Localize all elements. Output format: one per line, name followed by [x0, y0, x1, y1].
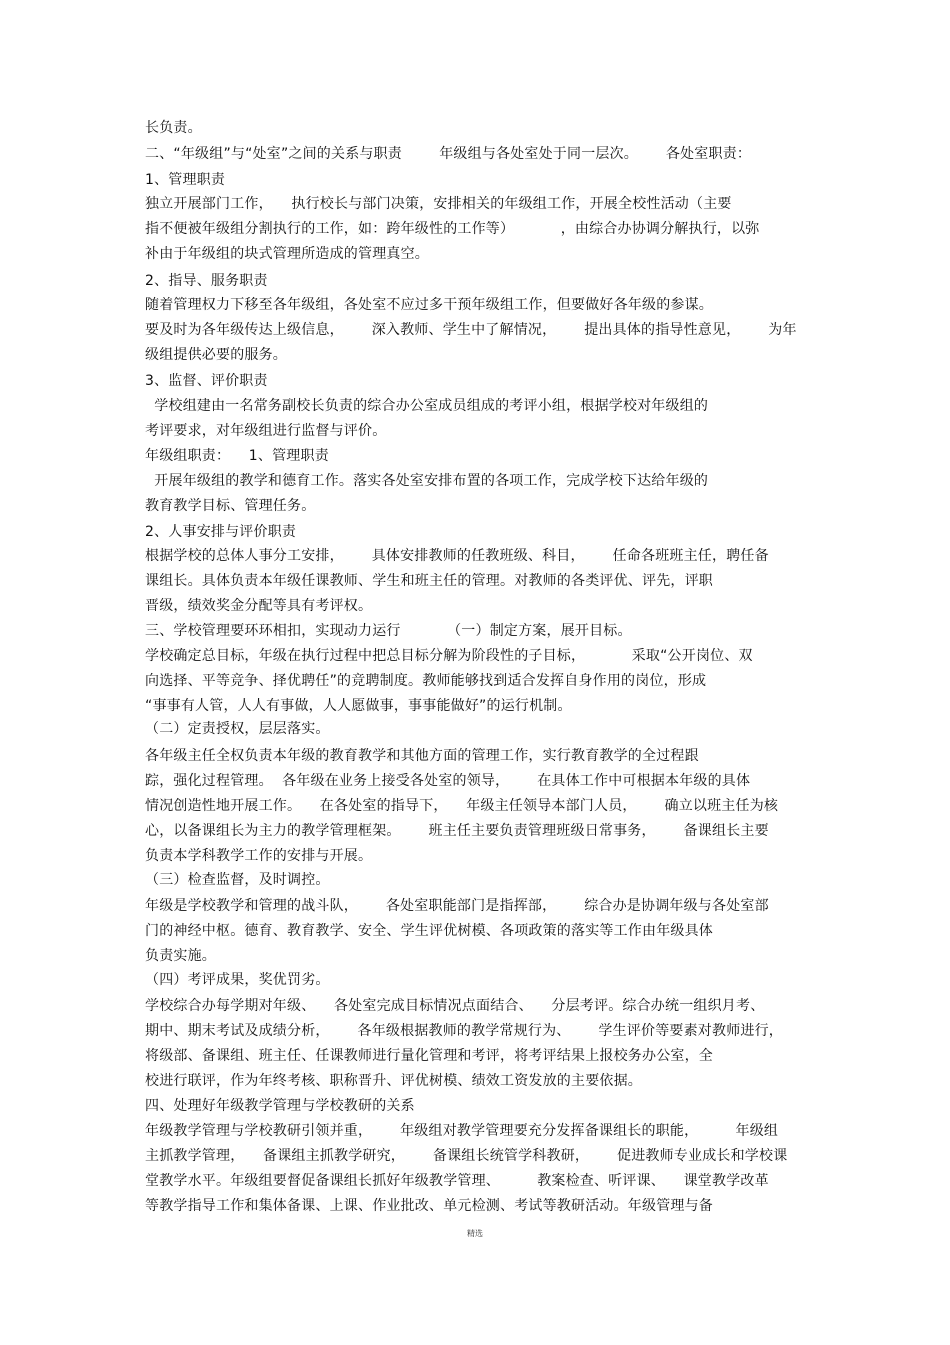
text-line: 年级是学校教学和管理的战斗队， 各处室职能部门是指挥部， 综合办是协调年级与各处室部: [145, 898, 769, 914]
text-line: 补由于年级组的块式管理所造成的管理真空。: [145, 246, 429, 262]
text-line: 学校确定总目标，年级在执行过程中把总目标分解为阶段性的子目标， 采取“公开岗位、双: [145, 648, 753, 664]
text-line: 2、指导、服务职责: [145, 273, 268, 289]
text-line: （三）检查监督，及时调控。: [145, 872, 330, 888]
page-footer: 精选: [467, 1229, 483, 1238]
text-line: （二）定责授权，层层落实。: [145, 721, 330, 737]
text-line: 长负责。: [145, 120, 202, 136]
text-line: 三、学校管理要环环相扣，实现动力运行 （一）制定方案，展开目标。: [145, 623, 632, 639]
text-line: 各年级主任全权负责本年级的教育教学和其他方面的管理工作，实行教育教学的全过程跟: [145, 748, 699, 764]
text-line: 学校综合办每学期对年级、 各处室完成目标情况点面结合、 分层考评。综合办统一组织月考、: [145, 998, 765, 1014]
text-line: 教育教学目标、管理任务。: [145, 498, 316, 514]
text-line: 等教学指导工作和集体备课、上课、作业批改、单元检测、考试等教研活动。年级管理与备: [145, 1198, 713, 1214]
text-line: 负责实施。: [145, 948, 216, 964]
text-line: 校进行联评，作为年终考核、职称晋升、评优树模、绩效工资发放的主要依据。: [145, 1073, 642, 1089]
text-line: 情况创造性地开展工作。 在各处室的指导下， 年级主任领导本部门人员， 确立以班主任为核: [145, 798, 779, 814]
text-line: 指不便被年级组分割执行的工作，如：跨年级性的工作等） ，由综合办协调分解执行，以弥: [145, 221, 760, 237]
text-line: 级组提供必要的服务。: [145, 347, 287, 363]
text-line: 2、人事安排与评价职责: [145, 524, 297, 540]
text-line: 3、监督、评价职责: [145, 373, 268, 389]
text-line: 1、管理职责: [145, 172, 226, 188]
text-line: 踪，强化过程管理。 各年级在业务上接受各处室的领导， 在具体工作中可根据本年级的具体: [145, 773, 751, 789]
text-line: 学校组建由一名常务副校长负责的综合办公室成员组成的考评小组，根据学校对年级组的: [145, 398, 709, 414]
text-line: 随着管理权力下移至各年级组，各处室不应过多干预年级组工作，但要做好各年级的参谋。: [145, 297, 713, 313]
text-line: 主抓教学管理， 备课组主抓教学研究， 备课组长统管学科教研， 促进教师专业成长和学校课: [145, 1148, 788, 1164]
text-line: 考评要求，对年级组进行监督与评价。: [145, 423, 387, 439]
text-line: 期中、期末考试及成绩分析， 各年级根据教师的教学常规行为、 学生评价等要素对教师进行，: [145, 1023, 783, 1039]
text-line: 将级部、备课组、班主任、任课教师进行量化管理和考评，将考评结果上报校务办公室，全: [145, 1048, 713, 1064]
text-line: 独立开展部门工作， 执行校长与部门决策，安排相关的年级组工作，开展全校性活动（主要: [145, 196, 732, 212]
text-line: 年级组职责： 1、管理职责: [145, 448, 329, 464]
text-line: 根据学校的总体人事分工安排， 具体安排教师的任教班级、科目， 任命各班班主任，聘任备: [145, 548, 769, 564]
text-line: 门的神经中枢。德育、教育教学、安全、学生评优树模、各项政策的落实等工作由年级具体: [145, 923, 713, 939]
text-line: 向选择、平等竞争、择优聘任”的竞聘制度。教师能够找到适合发挥自身作用的岗位，形成: [145, 673, 707, 689]
text-line: “事事有人管，人人有事做，人人愿做事，事事能做好”的运行机制。: [145, 698, 572, 714]
text-line: 年级教学管理与学校教研引领并重， 年级组对教学管理要充分发挥备课组长的职能， 年级组: [145, 1123, 779, 1139]
text-line: 堂教学水平。年级组要督促备课组长抓好年级教学管理、 教案检查、听评课、 课堂教学改革: [145, 1173, 769, 1189]
text-line: 四、处理好年级教学管理与学校教研的关系: [145, 1098, 415, 1114]
text-line: 二、“年级组”与“处室”之间的关系与职责 年级组与各处室处于同一层次。 各处室职责：: [145, 146, 752, 162]
text-line: 开展年级组的教学和德育工作。落实各处室安排布置的各项工作，完成学校下达给年级的: [145, 473, 709, 489]
text-line: 心，以备课组长为主力的教学管理框架。 班主任主要负责管理班级日常事务， 备课组长主要: [145, 823, 769, 839]
text-line: 负责本学科教学工作的安排与开展。: [145, 848, 373, 864]
text-line: 晋级，绩效奖金分配等具有考评权。: [145, 598, 373, 614]
text-line: （四）考评成果，奖优罚劣。: [145, 972, 330, 988]
text-line: 要及时为各年级传达上级信息， 深入教师、学生中了解情况， 提出具体的指导性意见， 为年: [145, 322, 797, 338]
text-line: 课组长。具体负责本年级任课教师、学生和班主任的管理。对教师的各类评优、评先，评职: [145, 573, 713, 589]
